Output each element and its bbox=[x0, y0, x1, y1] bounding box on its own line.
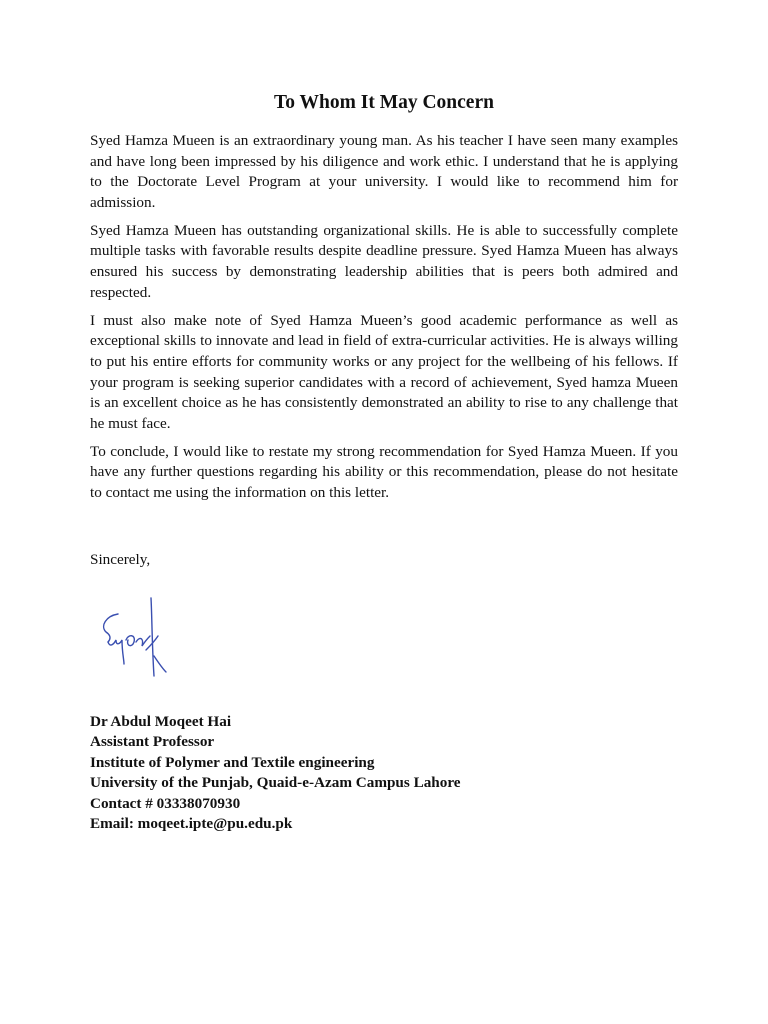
closing: Sincerely, bbox=[90, 551, 151, 568]
letter-body bbox=[90, 131, 678, 511]
signatory-block bbox=[90, 712, 461, 834]
signatory-name: Dr Abdul Moqeet Hai bbox=[90, 713, 232, 730]
signatory-email: Email: moqeet.ipte@pu.edu.pk bbox=[90, 815, 293, 833]
signatory-position: Assistant Professor bbox=[90, 733, 215, 751]
paragraph-intro: Syed Hamza Mueen is an extraordinary young man. As his teacher I have seen many examples and have long been impressed by his diligence and work ethic. I understand that he is applying to the Doctorate Level Program at your university. I would like to recommend him for admission. bbox=[90, 132, 678, 211]
handwritten-signature bbox=[96, 596, 186, 692]
signatory-contact: Contact # 03338070930 bbox=[90, 794, 241, 812]
paragraph-conclusion: To conclude, I would like to restate my strong recommendation for Syed Hamza Mueen. If you have any further questions regarding his ability or this recommendation, please do not hesitate to contact me using the information on this letter. bbox=[90, 442, 678, 501]
signatory-university: University of the Punjab, Quaid-e-Azam Campus Lahore bbox=[90, 774, 461, 792]
paragraph-performance: I must also make note of Syed Hamza Mueen’s good academic performance as well as exceptional skills to innovate and lead in field of extra-curricular activities. He is always willing to put his entire efforts for community works or any project for the wellbeing of his fellows. If your program is seeking superior candidates with a record of achievement, Syed hamza Mueen is an excellent choice as he has consistently demonstrated an ability to rise to any challenge that he must face. bbox=[90, 311, 678, 432]
letter-title: To Whom It May Concern bbox=[274, 92, 494, 113]
signatory-institute: Institute of Polymer and Textile engineering bbox=[90, 753, 375, 771]
paragraph-skills: Syed Hamza Mueen has outstanding organizational skills. He is able to successfully complete multiple tasks with favorable results despite deadline pressure. Syed Hamza Mueen has always ensured his success by demonstrating leadership abilities that is peers both admired and respected. bbox=[90, 221, 678, 301]
